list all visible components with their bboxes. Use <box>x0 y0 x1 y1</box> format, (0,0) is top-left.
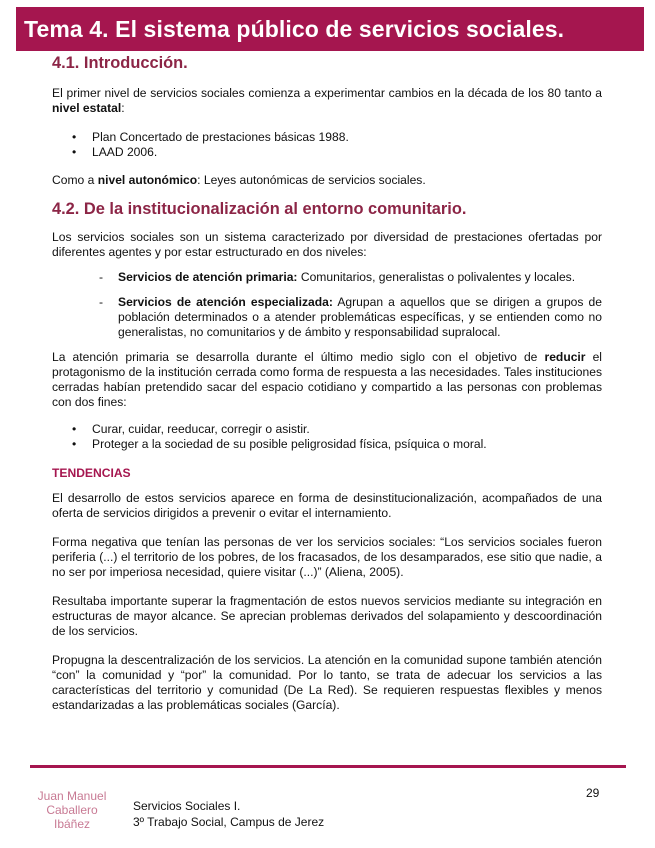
dash-icon: - <box>99 295 104 309</box>
paragraph-text: : Leyes autonómicas de servicios sociales. <box>197 173 426 187</box>
page-number: 29 <box>586 786 600 800</box>
course-line: Servicios Sociales I. <box>133 799 241 813</box>
paragraph-bold: reducir <box>544 350 586 364</box>
paragraph <box>52 86 602 116</box>
author-line: Caballero <box>46 803 98 817</box>
paragraph-text: Como a <box>52 173 98 187</box>
paragraph: Propugna la descentralización de los servicios. La atención en la comunidad supone también atención “con” la comunidad y “por” la comunidad. Por lo tanto, se trata de adecuar los servicios a las características del territorio y comunidad (De La Red). Se requieren respuestas flexibles y menos estandarizadas a las problemáticas sociales (García). <box>52 653 602 712</box>
paragraph: Resultaba importante superar la fragmentación de estos nuevos servicios mediante su integración en estructuras de mayor alcance. Se aprecian problemas derivados del solapamiento y descoordinación de los servicios. <box>52 594 602 638</box>
paragraph: Forma negativa que tenían las personas de ver los servicios sociales: “Los servicios sociales fueron periferia (...) el territorio de los pobres, de los fracasados, de los desamparados, ese sitio que nadie, a no ser por imperiosa necesidad, quiere visitar (...)” (Aliena, 2005). <box>52 535 602 579</box>
paragraph-text: el protagonismo de la institución cerrada como forma de respuesta a las necesidades. Tales instituciones cerradas habían pretendido sacar del espacio cotidiano y compartido a las personas con problemas con dos fines: <box>52 350 602 409</box>
bullet-list <box>52 130 602 160</box>
paragraph-bold: nivel autonómico <box>97 173 198 187</box>
list-item <box>52 145 602 160</box>
list-item <box>52 295 602 340</box>
list-item <box>52 130 602 145</box>
paragraph: El desarrollo de estos servicios aparece en forma de desinstitucionalización, acompañados de una oferta de servicios dirigidos a prevenir o evitar el internamiento. <box>52 491 602 520</box>
main-content <box>52 54 602 713</box>
section-heading-institutionalization: 4.2. De la institucionalización al entorno comunitario. <box>52 200 467 218</box>
header-bar <box>16 7 644 51</box>
list-item-text: Curar, cuidar, reeducar, corregir o asistir. <box>92 422 310 436</box>
list-item-text: Proteger a la sociedad de su posible peligrosidad física, psíquica o moral. <box>92 437 487 451</box>
paragraph: Los servicios sociales son un sistema caracterizado por diversidad de prestaciones ofertadas por diferentes agentes y por estar estructurado en dos niveles: <box>52 230 602 259</box>
paragraph <box>52 350 602 410</box>
author-line: Juan Manuel <box>37 789 107 803</box>
paragraph-text: : <box>121 101 125 115</box>
footer-divider <box>30 765 626 768</box>
paragraph-bold: nivel estatal <box>52 101 122 115</box>
list-item-text: LAAD 2006. <box>92 145 158 159</box>
tendencias-label: TENDENCIAS <box>52 466 131 480</box>
bullet-icon: • <box>72 145 77 159</box>
list-item <box>52 437 602 452</box>
author-name <box>26 789 118 831</box>
list-item <box>52 422 602 437</box>
list-item-bold: Servicios de atención especializada: <box>118 295 333 309</box>
list-item-bold: Servicios de atención primaria: <box>118 270 298 284</box>
bullet-icon: • <box>72 437 77 451</box>
course-info <box>133 798 324 830</box>
page-title: Tema 4. El sistema público de servicios sociales. <box>24 16 565 42</box>
author-line: Ibáñez <box>53 817 91 831</box>
bullet-icon: • <box>72 130 77 144</box>
bullet-list <box>52 422 602 452</box>
dash-list <box>52 270 602 340</box>
list-item <box>52 270 602 285</box>
dash-icon: - <box>99 270 104 284</box>
bullet-icon: • <box>72 422 77 436</box>
paragraph-text: La atención primaria se desarrolla durante el último medio siglo con el objetivo de <box>52 350 545 364</box>
list-item-text: Agrupan a aquellos que se dirigen a grupos de población determinados o a atender problemáticas específicas, y se entienden como no generalistas, no comunitarios y de ámbito y responsabilidad supralocal. <box>118 295 603 339</box>
list-item-text: Comunitarios, generalistas o polivalentes y locales. <box>297 270 576 284</box>
section-heading-intro: 4.1. Introducción. <box>52 54 188 72</box>
list-item-text: Plan Concertado de prestaciones básicas 1988. <box>92 130 349 144</box>
course-line: 3º Trabajo Social, Campus de Jerez <box>133 815 325 829</box>
paragraph-text: El primer nivel de servicios sociales comienza a experimentar cambios en la década de los 80 tanto a <box>52 86 602 100</box>
paragraph <box>52 173 602 188</box>
